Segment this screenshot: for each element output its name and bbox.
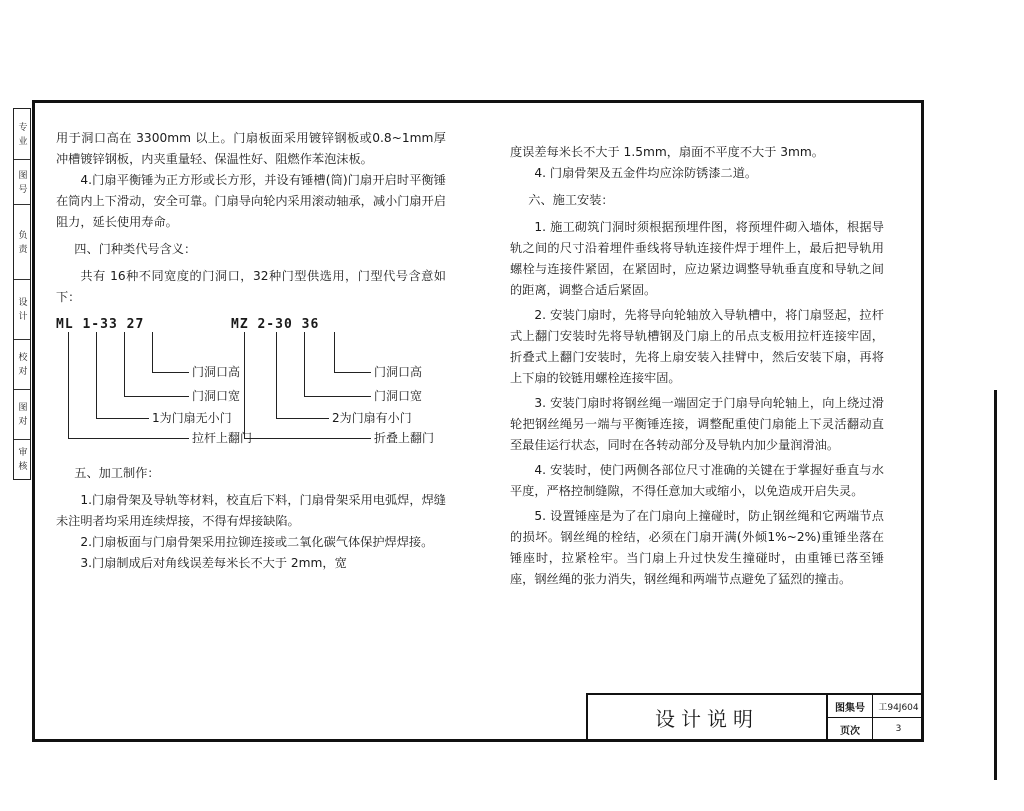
type-code-diagram [56,314,446,449]
page-number-label: 页次 [828,718,873,740]
code-parts: 2-30 36 [257,317,320,332]
paragraph: 4. 安装时，使门两侧各部位尺寸准确的关键在于掌握好垂直与水平度，严格控制缝隙，不得任意加大或缩小，以免造成开启失灵。 [510,463,884,498]
section-heading: 五、加工制作： [74,466,160,480]
code-prefix: ML [56,317,74,332]
code-legend: 2为门扇有小门 [332,411,412,425]
binding-strip [13,108,31,480]
code-legend: 门洞口高 [374,365,423,379]
paragraph: 3. 安装门扇时将钢丝绳一端固定于门扇导向轮轴上，向上绕过滑轮把钢丝绳另一端与平衡锤连接，调整配重使门扇能上下灵活翻动直至最佳运行状态，同时在各转动部分及导轨内加少量润滑油。 [510,396,884,452]
section-heading: 四、门种类代号含义： [74,242,197,256]
code-prefix: MZ [231,317,249,332]
title-block-grid [828,695,924,739]
code-legend: 门洞口高 [192,365,241,379]
paragraph: 2. 安装门扇时，先将导向轮轴放入导轨槽中，将门扇竖起，拉杆式上翻门安装时先将导轨槽钢及门扇上的吊点支板用拉杆连接牢固，折叠式上翻门安装时，先将上扇安装入挂臂中，然后安装下扇，再将上下扇的铰链用螺栓连接牢固。 [510,308,884,385]
scan-edge-mark [994,390,997,780]
section-heading: 六、施工安装： [528,193,614,207]
paragraph: 1. 施工砌筑门洞时须根据预埋件图，将预埋件砌入墙体，根据导轨之间的尺寸沿着埋件垂线将导轨连接件焊于埋件上，最后把导轨用螺栓与连接件紧固，在紧固时，应边紧边调整导轨垂直度和导轨之间的距离，调整合适后紧固。 [510,220,884,297]
atlas-number-row [828,695,924,718]
code-parts: 1-33 27 [82,317,145,332]
title-block [586,693,922,739]
strip-cell: 图 对 [14,389,30,440]
strip-cell: 专 业 [14,109,30,160]
page-number-value: 3 [895,724,902,734]
paragraph: 1.门扇骨架及导轨等材料，校直后下料，门扇骨架采用电弧焊，焊缝未注明者均采用连续焊接，不得有焊接缺陷。 [56,493,446,528]
strip-cell: 校 对 [14,339,30,390]
code-legend: 门洞口宽 [192,389,241,403]
paragraph: 4.门扇平衡锤为正方形或长方形，并设有锤槽(筒)门扇开启时平衡锤在筒内上下滑动，安全可靠。门扇导向轮内采用滚动轴承，减小门扇开启阻力，延长使用寿命。 [56,173,446,229]
sheet-title: 设计说明 [588,695,828,739]
paragraph: 2.门扇板面与门扇骨架采用拉铆连接或二氧化碳气体保护焊焊接。 [80,535,434,549]
paragraph: 4. 门扇骨架及五金件均应涂防锈漆二道。 [534,166,758,180]
paragraph: 共有 16种不同宽度的门洞口，32种门型供选用，门型代号含意如下： [56,269,446,304]
paragraph: 3.门扇制成后对角线误差每米长不大于 2mm，宽 [80,556,347,570]
strip-cell: 审 核 [16,447,27,471]
atlas-number-value: 工94J604 [878,702,919,713]
code-legend: 折叠上翻门 [374,431,435,445]
paragraph: 度误差每米长不大于 1.5mm，扇面不平度不大于 3mm。 [510,145,824,159]
code-legend: 门洞口宽 [374,389,423,403]
strip-cell: 图 号 [14,159,30,205]
code-legend: 1为门扇无小门 [152,411,232,425]
strip-cell: 负 责 [14,204,30,280]
strip-cell: 设 计 [14,279,30,340]
page-number-row [828,718,924,740]
left-column [56,128,446,574]
code-legend: 拉杆上翻门 [192,431,253,445]
paragraph: 用于洞口高在 3300mm 以上。门扇板面采用镀锌钢板或0.8~1mm厚冲槽镀锌钢板，内夹重量轻、保温性好、阻燃作苯泡沫板。 [56,131,446,166]
paragraph: 5. 设置锤座是为了在门扇向上撞碰时，防止钢丝绳和它两端节点的损坏。钢丝绳的栓结，必须在门扇开满(外倾1%~2%)重锤坐落在锤座时，拉紧栓牢。当门扇上升过快发生撞碰时，由重锤已落至锤座，钢丝绳的张力消失，钢丝绳和两端节点避免了猛烈的撞击。 [510,509,884,586]
right-column [510,142,884,590]
atlas-number-label: 图集号 [828,695,873,717]
